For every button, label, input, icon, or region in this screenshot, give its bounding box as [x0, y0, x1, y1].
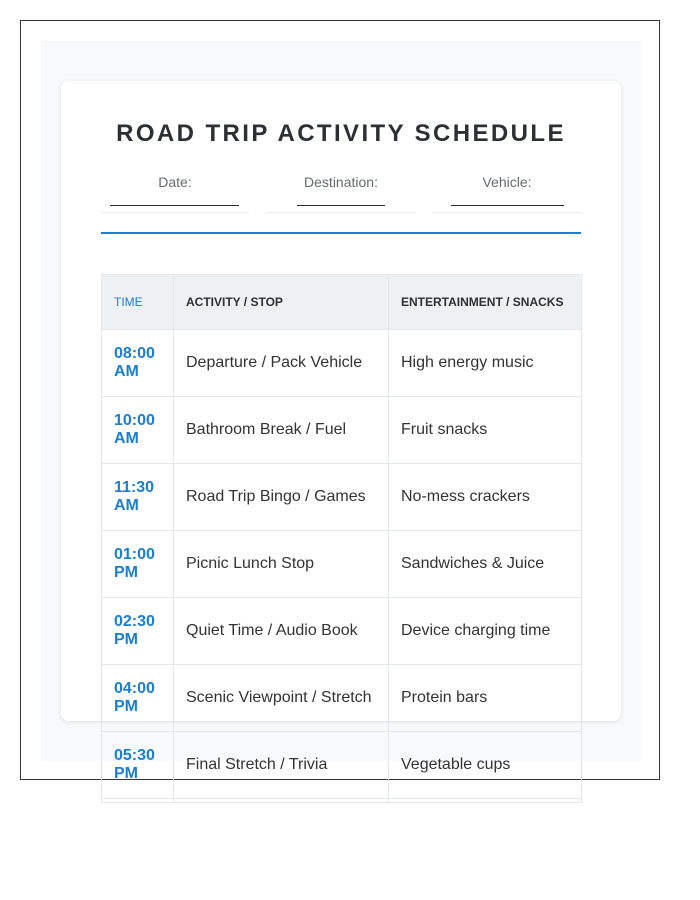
entertainment-cell: Fruit snacks: [389, 397, 582, 464]
time-column-header: TIME: [102, 275, 174, 330]
vehicle-label: Vehicle:: [482, 174, 532, 190]
activity-cell: Bathroom Break / Fuel: [174, 397, 389, 464]
table-row: [102, 665, 582, 732]
date-input-line[interactable]: [110, 205, 239, 206]
time-cell: 05:30 PM: [102, 732, 174, 799]
table-row: [102, 397, 582, 464]
table-header-row: [102, 275, 582, 330]
time-cell: [102, 799, 174, 803]
table-row: [102, 732, 582, 799]
vehicle-input-line[interactable]: [451, 205, 564, 206]
entertainment-cell: High energy music: [389, 330, 582, 397]
table-row: [102, 531, 582, 598]
page-title: ROAD TRIP ACTIVITY SCHEDULE: [116, 120, 566, 147]
activity-cell: Final Stretch / Trivia: [174, 732, 389, 799]
entertainment-column-header: ENTERTAINMENT / SNACKS: [389, 275, 582, 330]
schedule-table: [101, 274, 582, 803]
table-row: [102, 330, 582, 397]
destination-input-line[interactable]: [297, 205, 385, 206]
time-cell: 01:00 PM: [102, 531, 174, 598]
activity-column-header: ACTIVITY / STOP: [174, 275, 389, 330]
date-field[interactable]: [101, 174, 249, 213]
entertainment-cell: No-mess crackers: [389, 464, 582, 531]
entertainment-cell: Vegetable cups: [389, 732, 582, 799]
vehicle-field[interactable]: [433, 174, 581, 213]
activity-cell: Quiet Time / Audio Book: [174, 598, 389, 665]
destination-field[interactable]: [267, 174, 415, 213]
activity-cell: [174, 799, 389, 803]
entertainment-cell: Sandwiches & Juice: [389, 531, 582, 598]
table-row: [102, 464, 582, 531]
destination-label: Destination:: [304, 174, 378, 190]
date-label: Date:: [158, 174, 192, 190]
activity-cell: Scenic Viewpoint / Stretch: [174, 665, 389, 732]
entertainment-cell: [389, 799, 582, 803]
header-divider: [101, 232, 581, 234]
time-cell: 04:00 PM: [102, 665, 174, 732]
activity-cell: Picnic Lunch Stop: [174, 531, 389, 598]
activity-cell: Departure / Pack Vehicle: [174, 330, 389, 397]
activity-cell: Road Trip Bingo / Games: [174, 464, 389, 531]
entertainment-cell: Protein bars: [389, 665, 582, 732]
table-row: [102, 598, 582, 665]
time-cell: 08:00 AM: [102, 330, 174, 397]
table-row: [102, 799, 582, 803]
time-cell: 10:00 AM: [102, 397, 174, 464]
entertainment-cell: Device charging time: [389, 598, 582, 665]
time-cell: 11:30 AM: [102, 464, 174, 531]
time-cell: 02:30 PM: [102, 598, 174, 665]
